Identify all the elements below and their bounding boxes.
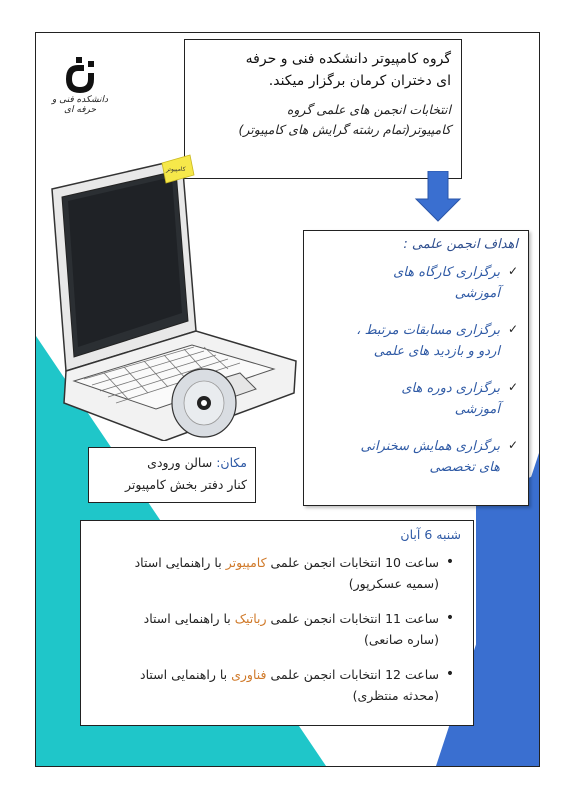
subtitle-line: انتخابات انجمن های علمی گروه (286, 102, 451, 117)
advisor-prefix: با راهنمایی استاد (134, 555, 226, 570)
advisor-name: (محدثه منتظری) (352, 688, 439, 703)
goal-item (314, 320, 518, 362)
title-line: ای دختران کرمان برگزار میکند. (268, 73, 451, 89)
schedule-text (135, 552, 439, 594)
sticky-note-text: کامپیوتر (166, 166, 186, 173)
field-name: کامپیوتر (225, 555, 267, 570)
schedule-time-text: ساعت 11 انتخابات انجمن علمی (266, 611, 439, 626)
bullet-icon: • (445, 610, 455, 626)
schedule-box (80, 520, 474, 726)
goals-box (303, 230, 529, 506)
goal-line: برگزاری دوره های (401, 381, 500, 396)
laptop-with-cd-illustration (44, 141, 304, 441)
field-name: رباتیک (234, 611, 267, 626)
schedule-time-text: ساعت 12 انتخابات انجمن علمی (266, 667, 439, 682)
schedule-text (144, 608, 439, 650)
location-box (88, 447, 256, 503)
goal-item (314, 378, 518, 420)
bullet-icon: • (445, 554, 455, 570)
schedule-time-text: ساعت 10 انتخابات انجمن علمی (266, 555, 439, 570)
goal-text (361, 436, 500, 478)
location-detail: کنار دفتر بخش کامپیوتر (124, 477, 247, 492)
goal-line: آموزشی (454, 286, 500, 301)
schedule-line (135, 552, 439, 573)
location-line (97, 452, 247, 474)
goal-line: برگزاری همایش سخنرانی (360, 439, 500, 454)
schedule-line (140, 664, 439, 685)
bullet-icon: • (445, 666, 455, 682)
advisor-name: (سمیه عسکرپور) (348, 576, 439, 591)
title-line: گروه کامپیوتر دانشکده فنی و حرفه (245, 51, 451, 67)
check-icon: ✓ (507, 438, 518, 452)
title-subtitle (195, 100, 451, 140)
goal-line: برگزاری مسابقات مرتبط ، (356, 323, 500, 338)
advisor-name: (ساره صانعی) (364, 632, 439, 647)
location-label: مکان: (216, 455, 247, 470)
advisor-prefix: با راهنمایی استاد (140, 667, 232, 682)
goal-item (314, 436, 518, 478)
check-icon: ✓ (507, 380, 518, 394)
schedule-text (140, 664, 439, 706)
logo-text: دانشکده فنی و حرفه ای (51, 95, 109, 115)
field-name: فناوری (231, 667, 267, 682)
poster (35, 32, 540, 767)
schedule-item (93, 664, 461, 706)
down-arrow-icon (414, 171, 462, 223)
goal-line: های تخصصی (429, 460, 500, 475)
goal-text (401, 378, 500, 420)
goal-text (356, 320, 500, 362)
goal-line: آموزشی (454, 402, 500, 417)
location-value: سالن ورودی (147, 455, 213, 470)
schedule-line (144, 608, 439, 629)
subtitle-line: کامپیوتر(تمام رشته گرایش های کامپیوتر) (238, 122, 451, 137)
check-icon: ✓ (507, 264, 518, 278)
schedule-date: شنبه 6 آبان (400, 527, 461, 542)
goal-line: اردو و بازدید های علمی (373, 344, 500, 359)
title-main (195, 48, 451, 92)
check-icon: ✓ (507, 322, 518, 336)
schedule-item (93, 552, 461, 594)
goal-line: برگزاری کارگاه های (393, 265, 500, 280)
schedule-item (93, 608, 461, 650)
goals-title: اهداف انجمن علمی : (403, 237, 518, 252)
goal-item (314, 262, 518, 304)
advisor-prefix: با راهنمایی استاد (143, 611, 235, 626)
goal-text (393, 262, 500, 304)
